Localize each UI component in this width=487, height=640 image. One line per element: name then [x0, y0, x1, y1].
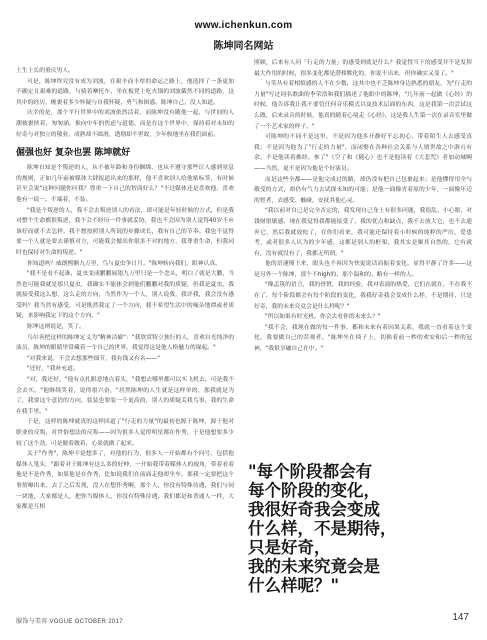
paragraph: 可是，陈坤终究没有成为刘波，在艰辛而丰厚的命运之路上，他选择了一条更加不确定且艰难的道路，与骑着摩托车、坐在板凳上吃火锅的刘波截然不同的道路，这其中的经历，缠裹着多少怀疑与自我怀疑、勇气和困惑，陈坤自己，没人知道。	[16, 78, 234, 106]
pull-quote-line: "每个阶段都会有	[248, 462, 373, 481]
paragraph: 与笑丛有着相似感的人不在少数，这其中也不乏陈坤身边熟悉的朋友，为"行走的力量"写过同名歌曲的李荣浩和我们描述了他眼中的陈坤，"几年前一起做《心经》的时候，他告诉我让我不要管任何音乐模式以及技术层面的东西，这是我第一次尝试这么做，后来录音的时候，他真的随着心境走《心经》，这是我人生第一次在录音室里做了一个艺术家的样子。"	[254, 81, 472, 130]
page-number: 147	[452, 612, 469, 623]
section-heading: 倔强也好 复杂也罢 陈坤就好	[16, 148, 131, 159]
pull-quote	[248, 462, 463, 595]
paragraph: 陈坤这则说是，笑了。	[27, 324, 85, 331]
paragraph: "对，我还好，"他有点扎眼意地点着头，"我想去哪里都可以买飞机去，可是我不会去买。"他继续笑着，说得很兴奋，"居然陈坤的人生就是这样单的，那我就是为了，我要这个意语的方向，装装也要装一个更高的，别人的质疑关我鸟事，我的生命在我手里。"	[16, 377, 234, 415]
page-header	[0, 20, 487, 52]
paragraph: "我是个叛逆的人，我不会去叛逆别人的看法，即可能是年轻时候的方式，但是我对整个生命都很叛逆，我不会不经历一件事就妥协，我也不会因为别人觉得40岁不应该好而就不去怎样，我不想按照别人所说的步骤成长，我有自己的节奏。我也不觉得要一个人就是要去谨慎对方，可能我会做出你很多不对的地方，我尊重生命，但我同时也保持对生命的叛逆。"	[16, 207, 234, 256]
paragraph: 可陈坤的不同不是这里，不是因为他多开静好不忘初心，带着陌生人去感受真我；不是因为他为了"行走的力量"，而闭娶在各种社会关系与人情世故之中游刃有余，不是他读着佛经、参了"《空了和《随心》也不是他读着《大悲咒》者加动城啊——当然，更不是因为他是个好演员。	[254, 134, 472, 172]
site-url: www.ichenkun.com	[194, 20, 293, 31]
paragraph: "我不会，我现在做的每一件事，都和未来有着因果关系，我就一直看着这个变化，我要做自己的荧观者。"陈坤坐在椅子上，切换着前一秒的欢安和后一秒的冠神，"我很享融自己在中。"	[254, 324, 472, 353]
paragraph: 关于"作秀"，陈坤不是想多了，对他的行为，很多人一开始都有个问号，包括他媒体人笔头，"跟着对于陈坤有这么多的好伸，一开始我带着媒体人的视角，带着看着他是不是作秀，如果他是在作秀，比如说我们在前面走他却坐车，那我一定要把这个事情曝出来，去了之后发现，没人在想作秀啊，那个人，你没有特殊待遇，我们与同一块地，大家都是人，把你当媒体人，你没有特殊待遇，我们都是和普通人一样，大家都是互相	[16, 451, 234, 511]
paragraph: "我以前对自己是完全否定的，我发现自己身上有很多问题，我很乱、小心眼，对钱财很敏感，现在我觉得我都能接受了，我的优点和缺点，我不去放大它，也不去遗弃它，然后我就放松了，在你们看来，我可能还保持着小时候的纯粹的严厉，爱患考，或者很多人认为的少年感，这都是别人的框架，我其实是顺其自然的，它有就有，没有就没有了，我都无所谓。"	[254, 208, 472, 257]
left-column	[16, 66, 234, 602]
paragraph: 而是这些全都——是他完成过的路，却仍没有把自己包裹起来；是他懂得用全与敬受的方式，却仍有气力去试探未知的可能；是他一面像青着原的少年，一面像年迈的智者，去感受、触碰，安抚其他心灵。	[254, 176, 472, 204]
paragraph: 你知道吗？威朗熙额九万里，鸟与夏虫争日月。"陈坤转向我们，眼神认真。	[27, 260, 221, 267]
pull-quote-line: 什么样，不是期待，	[248, 519, 397, 538]
paragraph: 他的语速慢下来，眼头也不再因为快更说话而振着变化，显得平静了许多——这是另外一个陈坤，那个不high的、那个温和的、略有一样的人。	[254, 261, 472, 278]
paragraph: 乌尔善把这样的陈坤定义为"精神洁癖"："我欣赏特立独行的人，喜欢自光纯净的演员，陈坤的眼睛里常藏着一个自己的世界，我觉得这是他人格魅力的缘起。"	[16, 334, 234, 352]
paragraph: 照顾，后来有人问「行走的力量」的感受到底是什么？我觉得当下的感受并不是发挥最大作用的时候，很多变化都是潜移默化的，你说不出来，但你确实又变了。"	[254, 60, 472, 77]
pull-quote-line: 我很好奇我会变成	[248, 500, 380, 519]
pull-quote-line: 每个阶段的变化，	[248, 481, 380, 500]
paragraph: "对我来说，不会去想那些细节，我有钱又有名——"	[27, 355, 160, 362]
paragraph: 土生土长的重庆男人。	[16, 68, 74, 74]
magazine-footer: 服饰与美容 VOGUE OCTOBER 2017	[16, 619, 123, 625]
site-name: 陈坤同名网站	[213, 41, 274, 52]
pull-quote-line: 我的未来究竟会是	[248, 557, 380, 576]
paragraph: 庆幸的是，那个平行世界中的刘波依然活着，而陈坤没有随他一起，与世间的人潮被裹挟着，匆匆涌，推向中年的焦虑与道德，而是在这个世界中，保持着对未知的好奇与对独立的敬业，成熟却不圆滑，透彻却不世故，少年般地坐在我们面前。	[16, 110, 234, 138]
paragraph: "所以如果有时光机，你会去看你的未来么？"	[265, 314, 381, 321]
paragraph: 陈坤自知是个叛逆的人，从不被年龄和身份捆绑，也从不遵守那些让人感到窒息的规则，正如几年前被媒体大肆报道出来的那样，他不喜欢别人给他贴标签，有时候甚至会说"这种问题你问我？尊重一下自己的智商好么？"不过媒体还是喜欢他，喜欢他有一说一、不端着，不装。	[16, 165, 234, 203]
paragraph: "像孟筑的语言，我的骨镫，我的经验，我对表演的热爱，它们在就在，不在我不在了，每个阶段都会有每个阶段的变化，我我好奇我会变成什么样，不是期待，只是好奇，我的未来究竟会是什么样呢？"	[254, 282, 472, 310]
pull-quote-line: 什么样呢？"	[248, 576, 340, 595]
paragraph: "还好，"我补充道。	[27, 366, 79, 373]
paragraph: 于是，这样的陈坤就真的这样回道了"行走的力量"的最初也源于陈坤，源于他对职业的反叛，对世俗想法的反叛——因为很多人觉得明星都在作秀，于是他想要多少较了这个劲，可是做着做着，心果就做了起来。	[16, 419, 234, 447]
right-column	[254, 58, 472, 390]
paragraph: "我不是看不起谁，夏虫变成鹏鹏展翅九万里只是一个念头，明白了就是大鹏，当然也可能我就是那只夏虫，我确实不能体会到他们鹏鹏对我的质疑，但我是夏虫，我就接受我这么想，这么走的方向，当然作为一个人，别人说我，我评我，我会没有感受吗？我当然有感受，可是既然我定了一个方向，我不希望生活中的噪杂地谭或者质疑，来影响我定下的这个方向。"	[16, 271, 234, 320]
pull-quote-line: 只是好奇，	[248, 538, 331, 557]
